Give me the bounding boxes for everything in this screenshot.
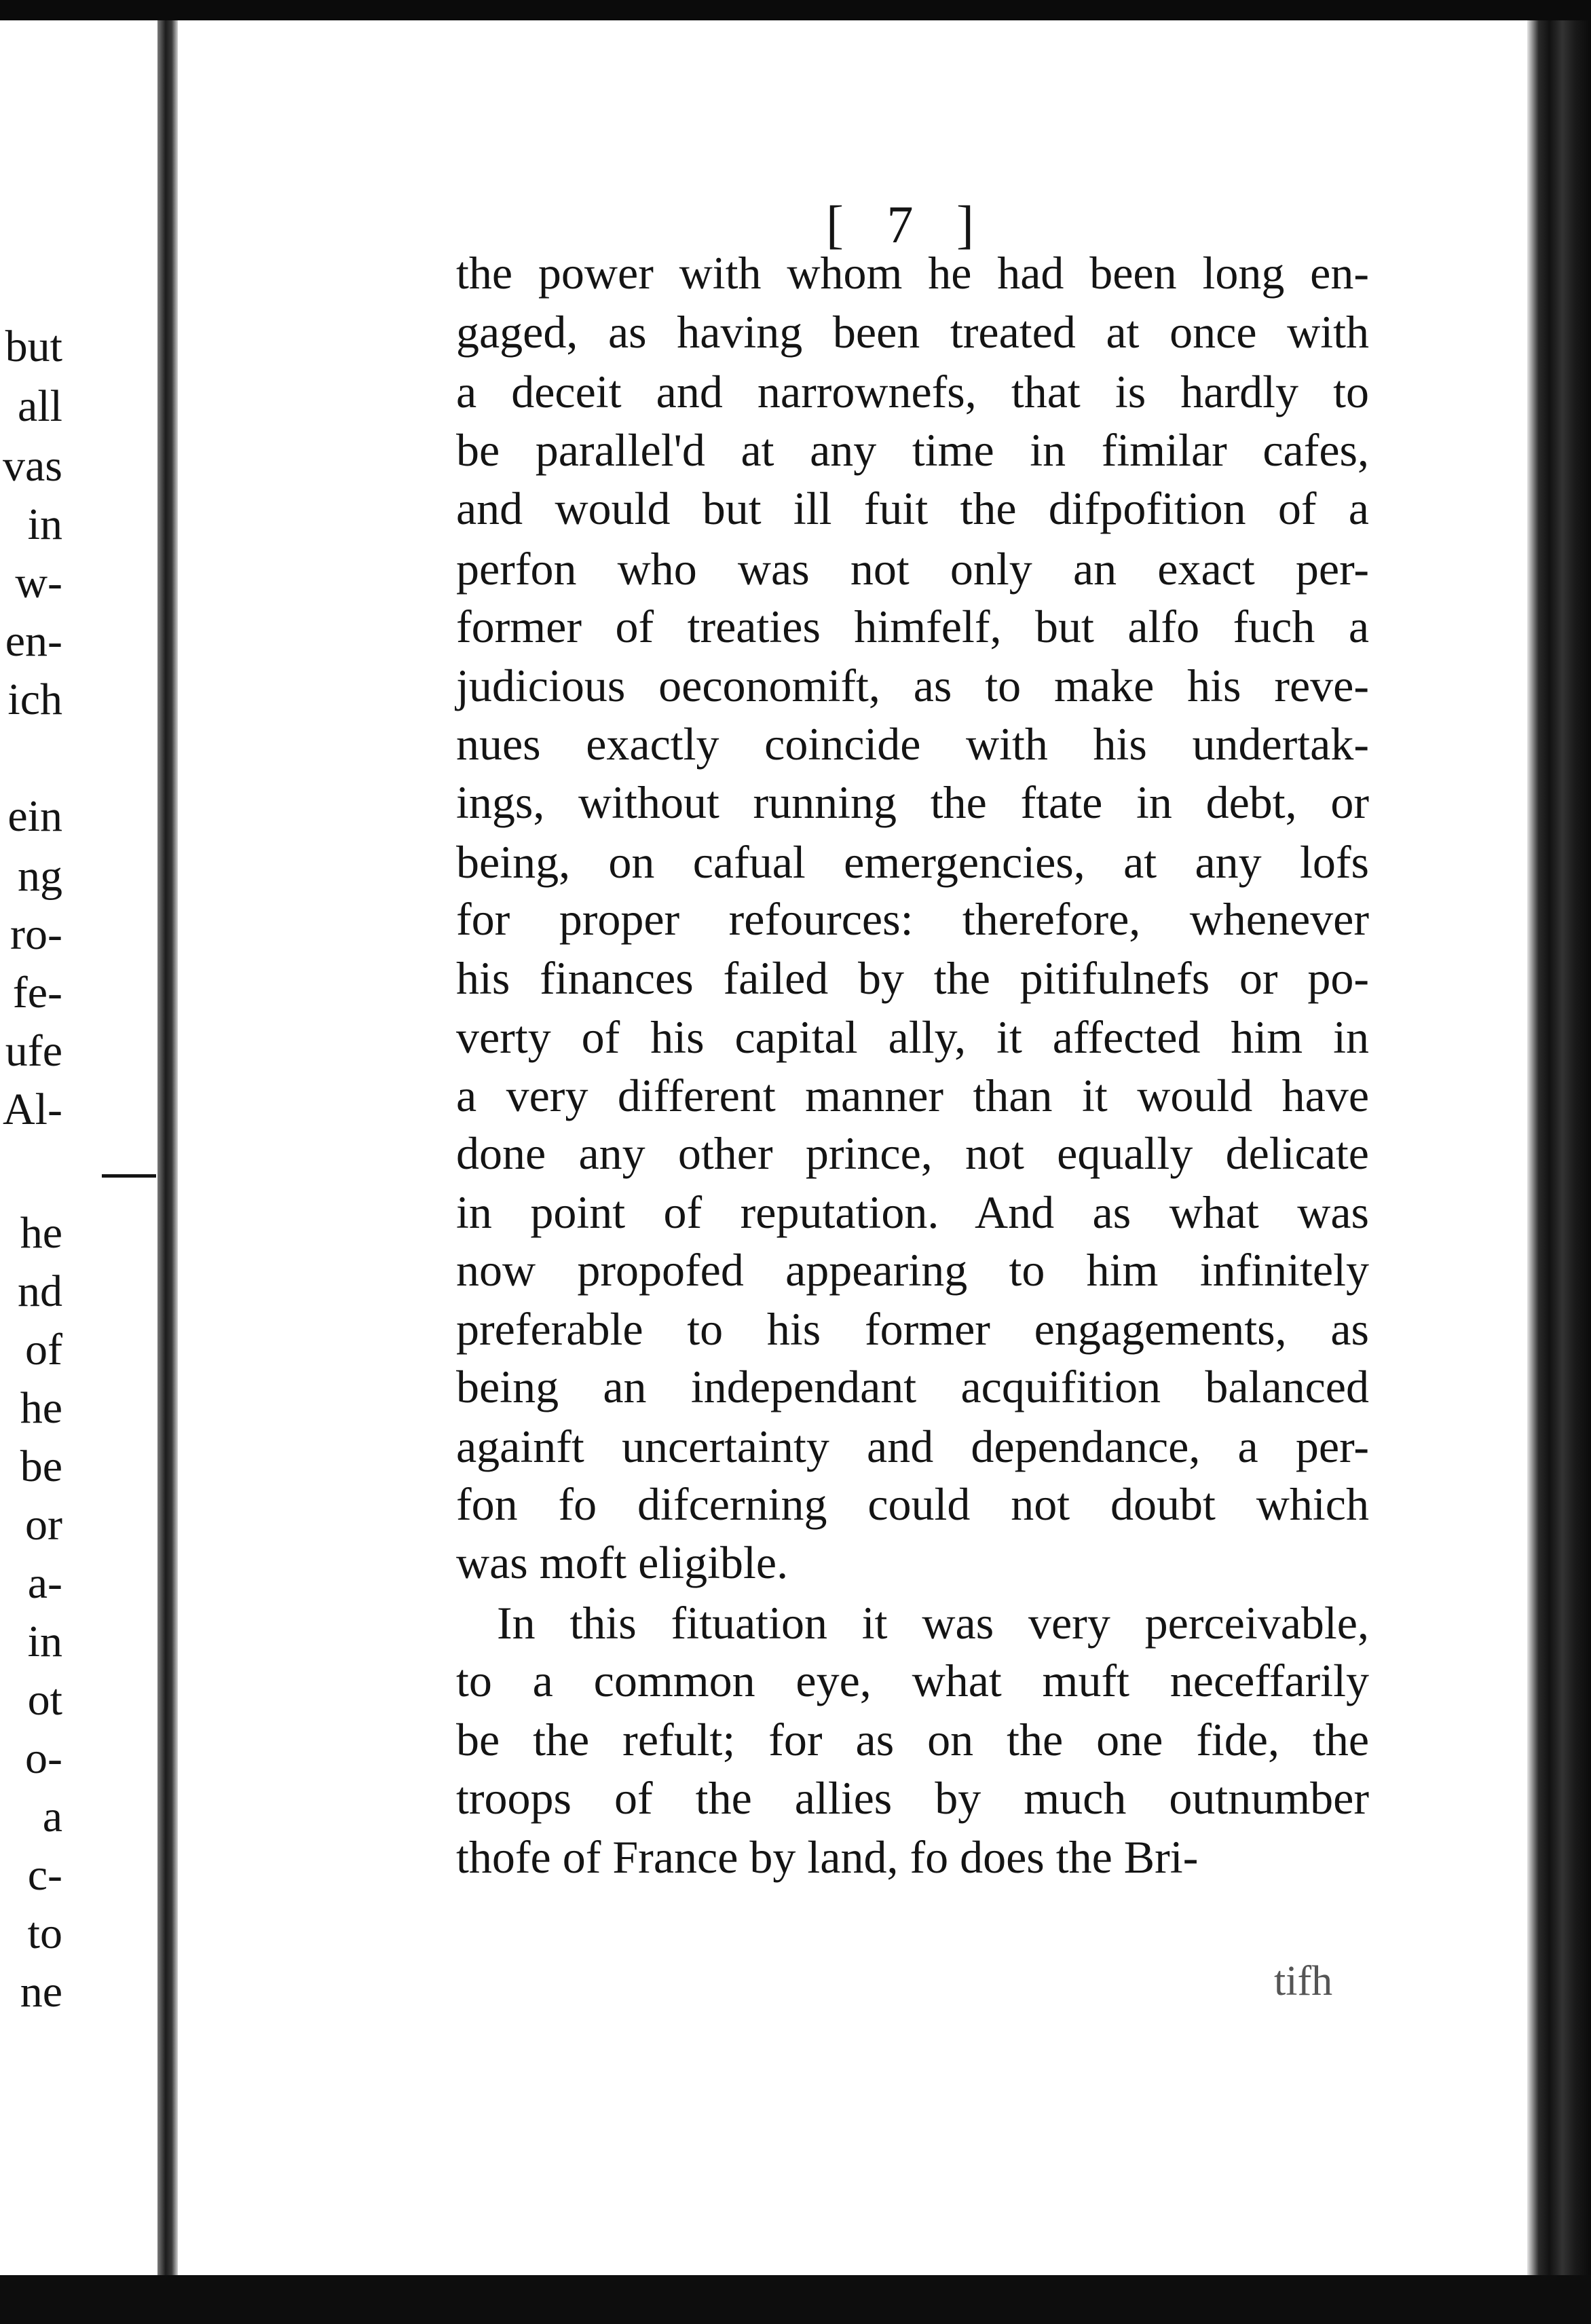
facing-page-fragment: ich xyxy=(7,675,62,724)
text-line: in point of reputation. And as what was xyxy=(456,1186,1369,1238)
text-line: judicious oeconomift, as to make his reve- xyxy=(456,660,1369,711)
text-line: gaged, as having been treated at once with xyxy=(456,306,1369,358)
text-line: nues exactly coincide with his undertak- xyxy=(456,718,1369,770)
page-number: [ 7 ] xyxy=(826,195,989,254)
facing-page-fragment: of xyxy=(25,1325,62,1374)
facing-page-fragment: ng xyxy=(18,851,62,901)
scan-bottom-edge xyxy=(0,2275,1591,2324)
text-line: troops of the allies by much outnumber xyxy=(456,1772,1369,1824)
facing-page-fragment: he xyxy=(20,1383,62,1433)
text-line: againft uncertainty and dependance, a per- xyxy=(456,1421,1369,1472)
facing-page-fragment: in xyxy=(27,500,62,549)
text-line: and would but ill fuit the difpofition of a xyxy=(456,483,1369,534)
facing-page-fragment: nd xyxy=(18,1267,62,1316)
facing-page-fragment: fe- xyxy=(12,968,62,1017)
text-line: fon fo difcerning could not doubt which xyxy=(456,1478,1369,1530)
facing-page-fragment: but xyxy=(5,322,62,371)
facing-page-fragment: ein xyxy=(7,791,62,841)
text-line: perfon who was not only an exact per- xyxy=(456,543,1369,595)
text-line: a deceit and narrownefs, that is hardly to xyxy=(456,366,1369,417)
facing-page-fragment: Al- xyxy=(3,1085,62,1134)
facing-page-fragment: ro- xyxy=(10,910,62,959)
facing-page-fragment: or xyxy=(25,1500,62,1550)
text-line: being, on cafual emergencies, at any lofs xyxy=(456,836,1369,888)
text-line: a very different manner than it would have xyxy=(456,1070,1369,1121)
text-line: being an independant acquifition balanced xyxy=(456,1361,1369,1412)
facing-page-fragment: c- xyxy=(27,1850,62,1900)
facing-page xyxy=(0,20,157,2275)
text-line: now propofed appearing to him infinitely xyxy=(456,1244,1369,1296)
text-line: be parallel'd at any time in fimilar cafes, xyxy=(456,424,1369,476)
text-line: to a common eye, what muft neceffarily xyxy=(456,1655,1369,1706)
facing-page-fragment: w- xyxy=(15,558,62,607)
text-line: ings, without running the ftate in debt, or xyxy=(456,776,1369,828)
facing-page-fragment: be xyxy=(20,1442,62,1491)
facing-page-fragment: a- xyxy=(27,1558,62,1608)
text-line: thofe of France by land, fo does the Bri- xyxy=(456,1831,1199,1883)
facing-page-fragment: en- xyxy=(5,616,62,666)
book-gutter xyxy=(157,20,178,2275)
facing-page-fragment: ufe xyxy=(5,1026,62,1076)
catchword: tifh xyxy=(1274,1958,1333,2004)
text-line: for proper refources: therefore, whenever xyxy=(456,893,1369,945)
facing-page-fragment: ne xyxy=(20,1967,62,2017)
facing-page-fragment: all xyxy=(18,381,62,431)
text-line: his finances failed by the pitifulnefs or po- xyxy=(456,952,1369,1004)
text-line: preferable to his former engagements, as xyxy=(456,1303,1369,1355)
text-line: be the refult; for as on the one fide, the xyxy=(456,1714,1369,1765)
facing-page-fragment: to xyxy=(27,1909,62,1958)
facing-page-fragment: vas xyxy=(3,441,62,491)
facing-page-fragment: in xyxy=(27,1617,62,1666)
facing-page-fragment: ot xyxy=(27,1675,62,1725)
page-edge-stack xyxy=(1527,20,1591,2275)
main-page xyxy=(178,20,1527,2275)
facing-page-fragment: he xyxy=(20,1208,62,1258)
text-line: done any other prince, not equally delicate xyxy=(456,1127,1369,1179)
facing-page-rule xyxy=(102,1174,156,1178)
facing-page-fragment: o- xyxy=(25,1733,62,1783)
facing-page-fragment: a xyxy=(42,1792,62,1841)
text-line: former of treaties himfelf, but alfo fuch a xyxy=(456,601,1369,652)
paragraph-first-line: In this fituation it was very perceivable, xyxy=(497,1597,1369,1649)
scan-top-edge xyxy=(0,0,1591,20)
text-line: verty of his capital ally, it affected him in xyxy=(456,1011,1369,1063)
text-line: the power with whom he had been long en- xyxy=(456,247,1369,299)
text-line: was moft eligible. xyxy=(456,1537,789,1588)
